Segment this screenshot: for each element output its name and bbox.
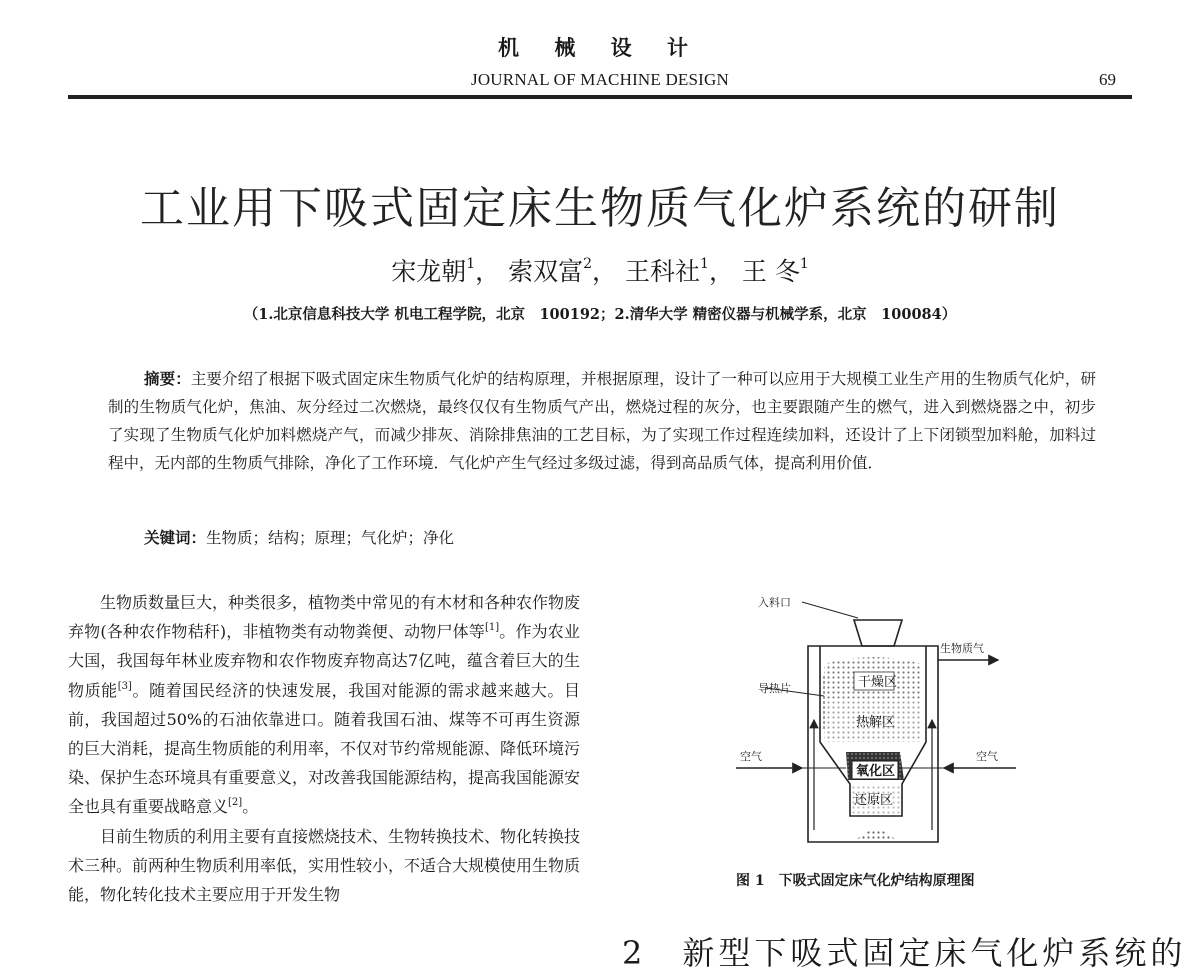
zone-reduction: 还原区 [854, 793, 894, 808]
label-air-right: 空气 [976, 750, 998, 763]
body-paragraph: 目前生物质的利用主要有直接燃烧技术、生物转换技术、物化转换技术三种。前两种生物质利用率低，实用性较小，不适合大规模使用生物质能，物化转化技术主要应用于开发生物 [68, 826, 581, 905]
journal-name-cn: 机 械 设 计 [498, 35, 702, 60]
paper-title: 工业用下吸式固定床生物质气化炉系统的研制 [140, 183, 1060, 234]
zone-oxidation: 氧化区 [856, 764, 896, 779]
page-number: 69 [1099, 70, 1116, 89]
citation: [1] [484, 622, 500, 634]
abstract-label: 摘要： [144, 369, 191, 388]
section-heading: 2 新型下吸式固定床气化炉系统的 [622, 934, 1187, 972]
figure-caption: 图 1 下吸式固定床气化炉结构原理图 [736, 873, 975, 889]
body-column-left [68, 588, 580, 909]
author-name: 王 冬 [741, 257, 800, 286]
label-heat-plate: 导热片 [758, 682, 791, 695]
ash-pile [856, 830, 896, 840]
body-text: 生物质数量巨大，种类很多，植物类中常见的有木材和各种农作物废弃物(各种农作物秸秆)，非植物类有动物粪便、动物尸体等 [68, 593, 581, 642]
journal-name-en: JOURNAL OF MACHINE DESIGN [471, 70, 729, 89]
body-text: 。随着国民经济的快速发展，我国对能源的需求越来越大。目前，我国超过50%的石油依靠进口。随着我国石油、煤等不可再生资源的巨大消耗，提高生物质能的利用率，不仅对节约常规能源、降低环境污染、保护生态环境具有重要意义，对改善我国能源结构，提高我国能源安全也具有重要战略意义 [68, 680, 581, 817]
author-name: 宋龙朝 [391, 257, 467, 286]
keywords [144, 526, 454, 548]
body-text: 。作为农业大国，我国每年林业废弃物和农作物废弃物高达7亿吨，蕴含着巨大的生物质能 [68, 622, 580, 700]
abstract-text: 主要介绍了根据下吸式固定床生物质气化炉的结构原理，并根据原理，设计了一种可以应用于大规模工业生产用的生物质气化炉，研制的生物质气化炉，焦油、灰分经过二次燃烧，最终仅仅有生物质气产出，燃烧过程的灰分，也主要跟随产生的燃气，进入到燃烧器之中，初步了实现了生物质气化炉加料燃烧产气，而减少排灰、消除排焦油的工艺目标，为了实现工作过程连续加料，还设计了上下闭锁型加料舱，加料过程中，无内部的生物质气排除，净化了工作环境．气化炉产生气经过多级过滤，得到高品质气体，提高利用价值． [108, 370, 1096, 472]
author-separator: ， [708, 257, 734, 286]
zone-drying: 干燥区 [858, 675, 898, 690]
figure-gasifier-diagram [706, 580, 1046, 864]
inlet-leader [802, 602, 858, 618]
author-affil-mark: 1 [700, 256, 709, 272]
feed-hopper [854, 620, 902, 646]
keywords-text: 生物质；结构；原理；气化炉；净化 [206, 529, 455, 547]
body-paragraph [68, 588, 580, 822]
citation: [2] [228, 797, 243, 809]
affiliation: （1.北京信息科技大学 机电工程学院，北京 100192；2.清华大学 精密仪器与机械学系，北京 100084） [243, 306, 957, 323]
author-affil-mark: 1 [466, 256, 476, 272]
abstract [108, 365, 1096, 477]
label-air-left: 空气 [740, 750, 762, 763]
citation: [3] [117, 680, 132, 692]
header-rule [68, 95, 1132, 99]
label-feed-inlet: 入料口 [758, 596, 791, 609]
author-list [0, 252, 1200, 288]
gasifier-diagram [706, 580, 1046, 860]
author-affil-mark: 2 [583, 256, 593, 272]
author-name: 索双富 [508, 257, 584, 286]
author-affil-mark: 1 [799, 256, 809, 272]
author-separator: ， [475, 257, 501, 286]
author-name: 王科社 [625, 257, 701, 286]
label-biomass-gas: 生物质气 [940, 642, 984, 655]
keywords-label: 关键词： [144, 528, 207, 547]
zone-pyrolysis: 热解区 [856, 715, 896, 730]
author-separator: ， [592, 257, 618, 286]
body-text: 。 [242, 797, 259, 817]
